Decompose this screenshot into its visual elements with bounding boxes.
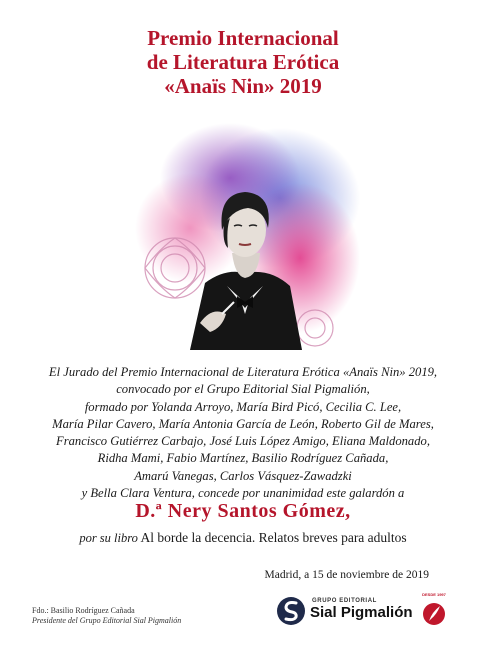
signature-block xyxy=(32,606,181,626)
statement-line: Amarú Vanegas, Carlos Vásquez-Zawadzki xyxy=(134,468,352,483)
statement-line: María Pilar Cavero, María Antonia García de León, Roberto Gil de Mares, xyxy=(52,416,434,431)
book-line xyxy=(0,530,486,546)
badge-text: DESDE 1997 xyxy=(422,592,446,597)
statement-line: Ridha Mami, Fabio Martínez, Basilio Rodríguez Cañada, xyxy=(97,451,389,466)
logo-subtitle: GRUPO EDITORIAL xyxy=(312,598,377,604)
title-line-3: «Anaïs Nin» 2019 xyxy=(164,74,322,98)
publisher-mark-icon xyxy=(276,594,306,628)
title-line-1: Premio Internacional xyxy=(147,26,339,50)
award-date: Madrid, a 15 de noviembre de 2019 xyxy=(264,569,429,581)
statement-line: Francisco Gutiérrez Carbajo, José Luis López Amigo, Eliana Maldonado, xyxy=(56,434,430,449)
winner-name: D.ª Nery Santos Gómez, xyxy=(135,500,351,522)
portrait-image xyxy=(130,118,360,350)
title-line-2: de Literatura Erótica xyxy=(146,50,340,74)
quill-badge-icon xyxy=(420,594,448,628)
logo-name: Sial Pigmalión xyxy=(310,604,413,621)
statement-line: y Bella Clara Ventura, concede por unanimidad este galardón a xyxy=(81,486,405,501)
signature-role: Presidente del Grupo Editorial Sial Pigmalión xyxy=(32,616,182,625)
statement-line: convocado por el Grupo Editorial Sial Pigmalión, xyxy=(116,382,370,397)
statement-line: El Jurado del Premio Internacional de Literatura Erótica «Anaïs Nin» 2019, xyxy=(48,365,438,379)
statement-line: formado por Yolanda Arroyo, María Bird Picó, Cecilia C. Lee, xyxy=(84,399,402,414)
book-title: Al borde la decencia. Relatos breves para adultos xyxy=(140,530,407,545)
award-title xyxy=(0,26,486,98)
book-prefix: por su libro xyxy=(79,531,138,545)
jury-statement xyxy=(0,364,486,502)
publisher-logo xyxy=(276,594,448,628)
signature-name: Fdo.: Basilio Rodríguez Cañada xyxy=(32,606,135,615)
